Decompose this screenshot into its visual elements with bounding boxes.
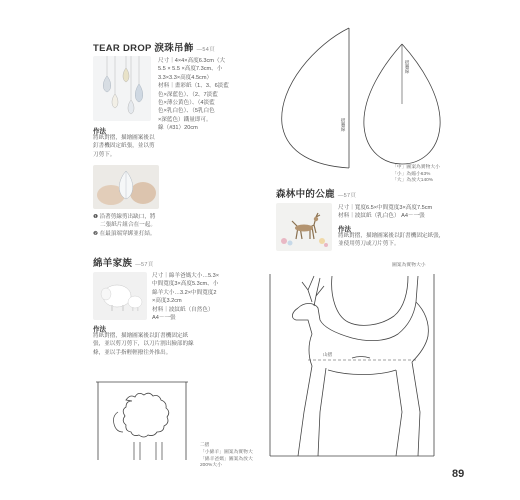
- deer-method-label: 作法: [338, 226, 351, 233]
- step-number: ❶: [93, 214, 99, 220]
- fold-label-right: 摺疊線: [405, 60, 410, 74]
- deer-title: 森林中的公鹿 —57頁: [276, 189, 357, 200]
- deer-template: [268, 272, 438, 458]
- assembly-photo: [93, 165, 159, 209]
- page-number: 89: [452, 468, 465, 480]
- sheep-template: [96, 380, 188, 460]
- sheep-photo: [93, 272, 147, 320]
- tear-drop-specs: 尺寸｜4×4×高度6.3cm（大 5.5 × 5.5 ×高度7.3cm、小 3.3×3.3×高度4.5cm） 材料｜畫彩紙（1、3、6淡藍 色×深藍色）、（2、7淡藍 色×薄公黃色）、（4淡藍 色×乳白色）、（5乳白色 ×深藍色）鐵量即可。 線（#31）20cm: [158, 58, 229, 132]
- sheep-ref: —57頁: [135, 262, 154, 268]
- tear-drop-steps: ❶ 沿著剪線剪出缺口，將 二張紙片組合在一起。 ❷ 在最頂端穿綁並打結。: [93, 214, 156, 237]
- tear-drop-template-note: 「中」圖案為實物大小 「小」為縮小63% 「大」為放大140%: [392, 165, 440, 184]
- deer-template-caption: 圖案為實物大小: [392, 263, 426, 268]
- sheep-method: 將紙對摺，描繪圖案後以釘書機固定紙 張，並以剪刀剪下，以刀片割出臉部的線 條，並以手指輕輕撥往外推出。: [93, 333, 194, 356]
- sheep-template-note: 「小綿羊」圖案為實物大 「綿羊爸媽」圖案為放大 200%大小: [200, 450, 253, 469]
- tear-drop-method: 將紙對摺，描繪圖案後以 釘書機固定紙張，並以剪 刀剪下。: [93, 135, 155, 158]
- tear-drop-title: TEAR DROP 淚珠吊飾 —54頁: [93, 43, 215, 54]
- tear-drop-method-label: 作法: [93, 128, 106, 135]
- step-number: ❷: [93, 230, 99, 237]
- tear-drop-ref: —54頁: [196, 47, 215, 53]
- deer-fold-label: 山摺: [323, 352, 333, 357]
- tear-drop-photo: [93, 56, 151, 121]
- sheep-fold-label: 二摺: [200, 442, 210, 447]
- sheep-title: 綿羊家族 —57頁: [93, 258, 154, 269]
- fold-label-left: 摺疊線: [341, 118, 346, 132]
- deer-specs: 尺寸｜寬度6.5×中間寬度3×高度7.5cm 材料｜波紋紙（乳白色） A4－一張: [338, 205, 433, 220]
- sheep-specs: 尺寸｜綿羊爸媽大小…5.3× 中間寬度3×高度5.3cm、小 綿羊大小…3.2×中間寬度2 ×高度3.2cm 材料｜波紋紙（自然色） A4－一張: [152, 273, 219, 322]
- sheep-method-label: 作法: [93, 326, 106, 333]
- tear-drop-templates: [276, 26, 462, 176]
- deer-method: 將紙對摺，描繪圖案後以釘書機固定紙張， 並使用剪刀或刀片剪下。: [338, 233, 445, 248]
- deer-ref: —57頁: [337, 193, 357, 199]
- deer-photo: [276, 203, 332, 251]
